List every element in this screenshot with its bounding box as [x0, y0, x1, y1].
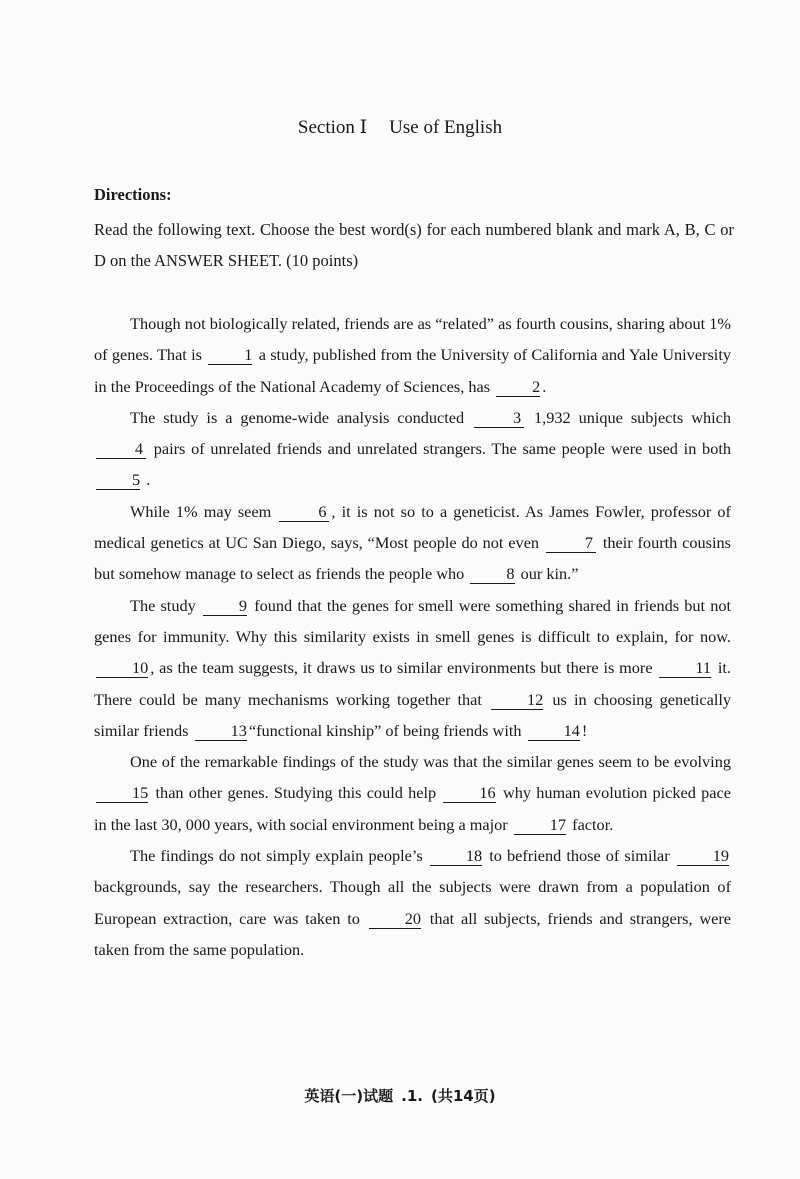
blank-13: 13	[195, 722, 247, 741]
paragraph-5	[94, 746, 731, 840]
footer-total-pages: (共14页)	[430, 1087, 496, 1105]
text-run: , as the team suggests, it draws us to similar environments but there is more	[150, 658, 653, 678]
blank-2: 2	[496, 378, 540, 397]
text-run: our kin.”	[520, 564, 579, 584]
blank-16: 16	[443, 784, 495, 803]
blank-14: 14	[528, 722, 580, 741]
blank-20: 20	[369, 910, 421, 929]
text-run: Though not biologically related, friends are as “related” as fourth cousins, sharing about 1% of genes. That is	[94, 314, 731, 365]
text-run: “functional kinship” of being friends with	[248, 720, 522, 740]
text-run: pairs of unrelated friends and unrelated strangers. The same people were used in both	[153, 439, 732, 459]
blank-11: 11	[659, 659, 711, 678]
blank-10: 10	[96, 659, 148, 678]
paragraph-6	[94, 840, 731, 965]
text-run: why human evolution picked pace in the last 30, 000 years, with social environment being a major	[94, 783, 731, 834]
page-footer	[0, 1085, 800, 1106]
directions-heading: Directions:	[94, 185, 172, 204]
blank-17: 17	[514, 816, 566, 835]
text-run: it. There could be many mechanisms working together that	[94, 658, 731, 709]
blank-12: 12	[491, 691, 543, 710]
section-label: Section Ⅰ	[297, 117, 368, 138]
text-run: The study	[130, 595, 196, 615]
blank-18: 18	[430, 847, 482, 866]
text-run: !	[581, 720, 588, 740]
paragraph-4	[94, 590, 731, 746]
paragraph-3	[94, 496, 731, 590]
passage	[94, 308, 731, 965]
paragraph-1	[94, 308, 731, 402]
text-run: The study is a genome-wide analysis conducted	[130, 407, 465, 427]
text-run: One of the remarkable findings of the study was that the similar genes seem to be evolving	[130, 752, 731, 772]
directions-text: Read the following text. Choose the best word(s) for each numbered blank and mark A, B, C or D on the ANSWER SHEET. (10 points)	[94, 220, 734, 270]
blank-1: 1	[208, 346, 252, 365]
text-run: , it is not so to a geneticist. As James Fowler, professor of medical genetics at UC San Diego, says, “Most people do not even	[94, 501, 731, 553]
footer-subject: 英语(一)试题	[304, 1087, 394, 1105]
blank-3: 3	[474, 409, 524, 428]
text-run: than other genes. Studying this could help	[155, 783, 437, 803]
text-run: to befriend those of similar	[489, 846, 670, 866]
section-name: Use of English	[389, 117, 503, 138]
blank-8: 8	[470, 565, 514, 584]
text-run: their fourth cousins but somehow manage to select as friends the people who	[94, 533, 732, 584]
text-run: .	[542, 376, 547, 396]
text-run: .	[146, 470, 151, 490]
text-run: backgrounds, say the researchers. Though all the subjects were drawn from a population of European extraction, care was taken to	[94, 877, 731, 928]
paragraph-2	[94, 402, 731, 496]
blank-19: 19	[677, 847, 729, 866]
blank-9: 9	[203, 597, 247, 616]
blank-4: 4	[96, 440, 146, 459]
text-run: found that the genes for smell were something shared in friends but not genes for immunity. Why this similarity exists in smell genes is difficult to explain, for now.	[94, 595, 732, 646]
text-run: 1,932 unique subjects which	[534, 407, 731, 427]
text-run: that all subjects, friends and strangers, were taken from the same population.	[94, 908, 732, 959]
section-title	[0, 116, 800, 139]
blank-6: 6	[279, 503, 329, 522]
blank-15: 15	[96, 784, 148, 803]
text-run: us in choosing genetically similar friends	[94, 689, 732, 740]
text-run: factor.	[572, 814, 614, 834]
footer-page-number: .1.	[401, 1087, 423, 1105]
text-run: While 1% may seem	[130, 501, 272, 521]
text-run: The findings do not simply explain people’s	[130, 846, 423, 866]
text-run: a study, published from the University of California and Yale University in the Proceedings of the National Academy of Sciences, has	[94, 345, 731, 396]
blank-7: 7	[546, 534, 596, 553]
blank-5: 5	[96, 471, 140, 490]
